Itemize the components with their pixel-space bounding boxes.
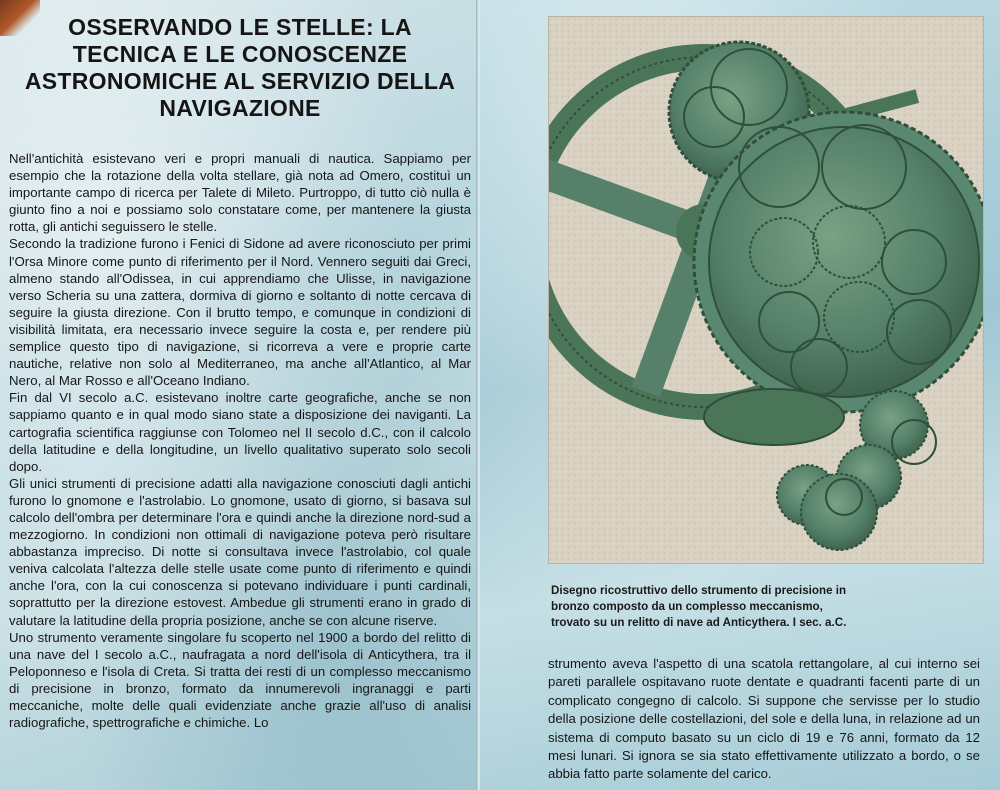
antikythera-mechanism-illustration [548,16,984,564]
article-continuation [548,655,980,784]
mechanism-drawing [549,17,983,563]
right-page [480,0,1000,790]
figure-caption: Disegno ricostruttivo dello strumento di precisione in bronzo composto da un complesso meccanismo, trovato su un relitto di nave ad Anticythera. I sec. a.C. [551,584,847,629]
paragraph: Gli unici strumenti di precisione adatti alla navigazione conosciuti dagli antichi furono lo gnomone e l'astrolabio. Lo gnomone, usato di giorno, si basava sul calcolo dell'ombra per determinare l'ora e quindi anche la direzione nord-sud a mezzogiorno. In condizioni non ottimali di navigazione poteva però risultare abbastanza impreciso. Di notte si consultava invece l'astrolabio, col quale veniva calcolata l'altezza delle stelle usate come punto di riferimento e quindi anche l'ora, con la cui conoscenza si potevano individuare i punti cardinali, soprattutto per la direzione estovest. Ambedue gli strumenti erano in grado di valutare la latitudine della propria posizione, anche se con alcune riserve. [9,475,471,628]
paragraph: Uno strumento veramente singolare fu scoperto nel 1900 a bordo del relitto di una nave del I secolo a.C., naufragata a nord dell'isola di Anticythera, tra il Peloponneso e l'isola di Creta. Si tratta dei resti di un complesso meccanismo di precisione in bronzo, formato da innumerevoli ingranaggi e parti meccaniche, molte delle quali evidenziate anche grazie all'uso di analisi radiografiche, spettrografiche e chimiche. Lo [9,629,471,731]
paragraph: strumento aveva l'aspetto di una scatola rettangolare, al cui interno sei pareti parallele ospitavano ruote dentate e quadranti facenti parte di un complicato congegno di calcolo. Si suppone che servisse per lo studio della posizione delle costellazioni, del sole e della luna, in relazione ad un sistema di computo basato su un ciclo di 19 e 76 anni, formato da 12 mesi lunari. Si ignora se sia stato effettivamente utilizzato a bordo, o se abbia fatto parte solamente del carico. [548,656,980,782]
paragraph: Secondo la tradizione furono i Fenici di Sidone ad avere riconosciuto per primi l'Orsa Minore come punto di riferimento per il Nord. Vennero seguiti dai Greci, almeno stando all'Odissea, in cui apprendiamo che Ulisse, in navigazione verso Scheria su una zattera, dormiva di giorno e soltanto di notte cercava di seguire la giusta direzione. Con il brutto tempo, e comunque in condizioni di visibilità limitata, era necessario invece seguire la costa e, per rendere più semplice questo tipo di navigazione, si ricorreva a vere e proprie carte nautiche, relative non solo al Mediterraneo, ma anche all'Atlantico, al Mar Nero, al Mar Rosso e all'Oceano Indiano. [9,236,471,389]
left-page [0,0,478,790]
article-body [9,150,471,731]
page-title: OSSERVANDO LE STELLE: LA TECNICA E LE CONOSCENZE ASTRONOMICHE AL SERVIZIO DELLA NAVIGAZIONE [24,14,456,121]
paragraph: Nell'antichità esistevano veri e propri manuali di nautica. Sappiamo per esempio che la rotazione della volta stellare, già nota ad Omero, costituì un importante campo di ricerca per Talete di Mileto. Purtroppo, di tutto ciò nulla è giunto fino a noi e possiamo solo constatare come, per mantenere la giusta rotta, gli antichi seguissero le stelle. [9,151,471,235]
paragraph: Fin dal VI secolo a.C. esistevano inoltre carte geografiche, anche se non sappiamo quanto e in qual modo siano state a disposizione dei naviganti. La cartografia scientifica raggiunse con Tolomeo nel II secolo d.C., con il calcolo della latitudine e della longitudine, un livello qualitativo superato solo secoli dopo. [9,390,471,474]
